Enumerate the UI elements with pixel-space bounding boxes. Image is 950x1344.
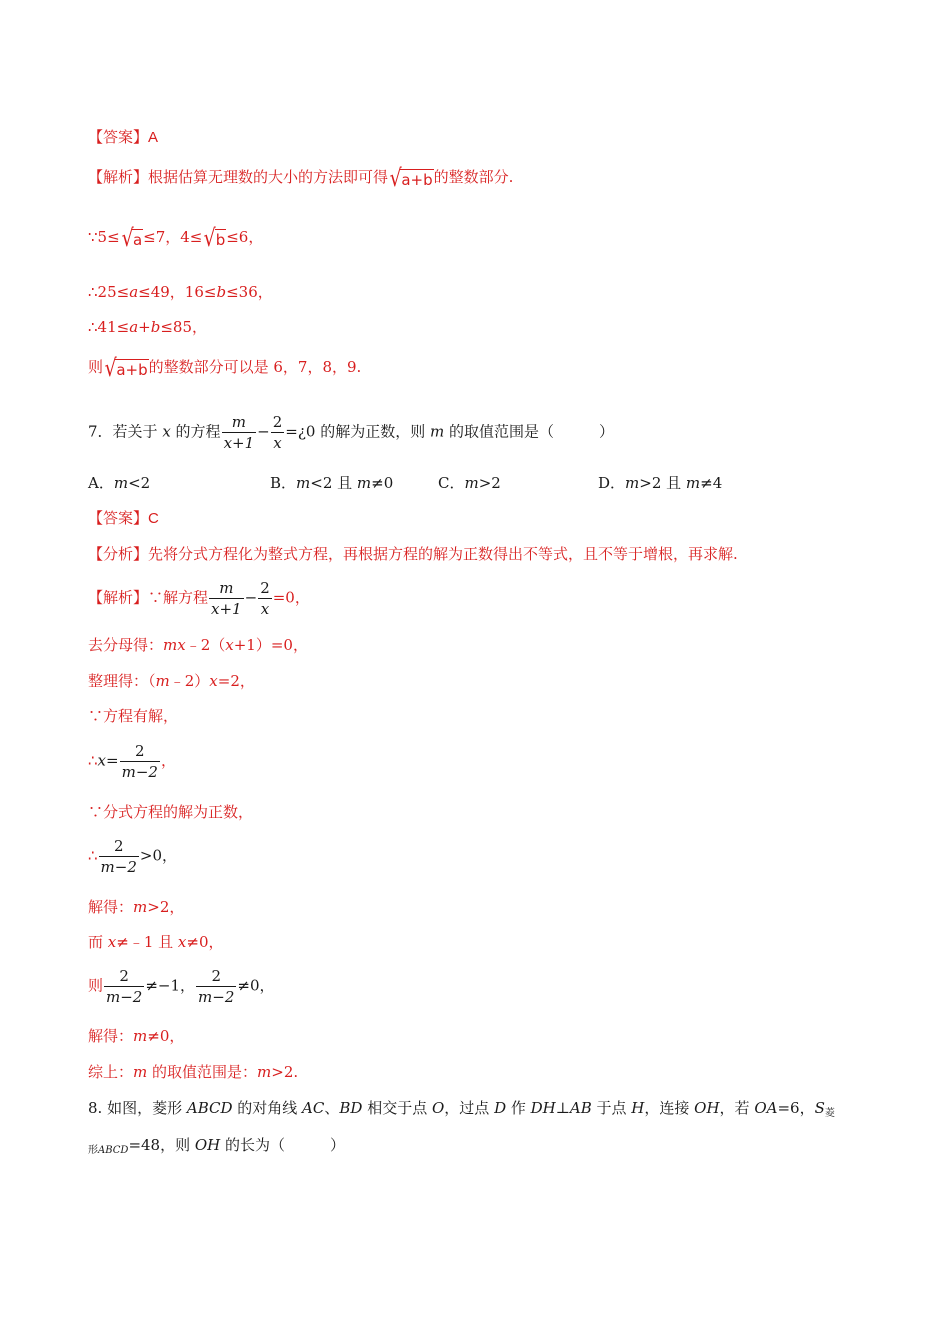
fraction: $\frac{2}{m-2}$ [100,837,137,876]
analysis-brief-7 [88,543,738,565]
step-9 [88,966,275,1007]
analysis-text-a: 根据估算无理数的大小的方法即可得 [148,168,389,186]
question-8-line1: 8. 如图，菱形 ABCD 的对角线 AC、BD 相交于点 O，过点 D 作 DH⊥AB 于点 H，连接 OH，若 OA=6，$S_菱$ [88,1099,835,1119]
var: b [150,318,161,336]
fraction: $\frac{2}{x}$ [272,413,283,452]
analysis-text-b: 的整数部分. [433,168,514,186]
text: =¿0 的解为正数，则 [285,422,430,441]
var: m [429,422,445,441]
text: 的取值范围是： [147,1063,258,1081]
var: x [162,422,171,441]
text: ≠0， [237,976,275,995]
text: 去分母得： [88,636,164,654]
text: 整理得：（ [88,672,156,690]
text: >0， [139,846,178,865]
text: ∵分式方程的解为正数， [88,803,254,821]
sqrt-b: √b [203,224,226,252]
var: m [133,1027,148,1045]
text: ， [160,751,176,770]
var: x [209,672,218,690]
text: ∵方程有解， [88,707,179,725]
text: = [106,751,119,770]
text: 的方程 [170,422,221,441]
analysis-text: 先将分式方程化为整式方程，再根据方程的解为正数得出不等式，且不等于增根，再求解. [148,545,738,563]
fraction: $\frac{m}{x+1}$ [211,579,242,618]
var: x [177,933,187,951]
fraction: $\frac{2}{x}$ [260,579,270,618]
text: ∵解方程 [148,588,209,607]
text: 综上： [88,1063,134,1081]
text: 7．若关于 [88,422,163,441]
step-6b [88,281,273,303]
text: =2， [217,672,255,690]
step-3 [88,705,178,727]
answer-7 [88,507,159,530]
step-6 [88,836,177,877]
analysis-6 [88,166,513,190]
text: 则 [88,358,104,376]
step-11 [88,1061,298,1083]
sqrt-a-plus-b: √a+b [389,164,433,192]
text: +1）=0， [233,636,308,654]
option-b[interactable]: B．m<2 且 m≠0 [270,474,394,492]
text: 的整数部分可以是 6，7，8，9. [148,358,362,376]
text: ≠﹣1 且 [116,933,178,951]
step-6a [88,226,263,250]
text: − [244,588,258,607]
text: >2. [271,1063,299,1081]
step-1 [88,634,308,656]
answer-value: A [148,129,159,146]
var: m [133,1063,148,1081]
var: x [97,751,107,770]
text: =0， [272,588,310,607]
var: m [257,1063,272,1081]
text: 则 [88,976,104,995]
var: a [129,318,139,336]
answer-value: C [148,510,159,527]
analysis-tag: 【解析】 [88,168,149,186]
step-10 [88,1025,184,1047]
text: 而 [88,933,108,951]
text: ≤49，16≤ [138,283,217,301]
text: ≤36， [226,283,273,301]
step-4 [88,741,176,782]
fraction: $\frac{2}{m-2}$ [106,967,143,1006]
var: m [155,672,170,690]
text: 解得： [88,1027,134,1045]
text: 的取值范围是（ ） [444,422,614,441]
fraction: $\frac{2}{m-2}$ [198,967,235,1006]
analysis-7 [88,578,310,619]
analysis-tag: 【分析】 [88,545,149,563]
var: x [107,933,117,951]
text: ≤85， [160,318,207,336]
analysis-tag: 【解析】 [88,588,149,607]
step-8 [88,931,224,953]
answer-tag: 【答案】 [88,509,149,527]
text: + [138,318,151,336]
var: mx [163,636,186,654]
step-6d [88,356,361,380]
text: >2， [147,898,185,916]
text: ﹣2） [169,672,210,690]
fraction: $\frac{m}{x+1}$ [223,413,255,452]
text: ∵5≤ [88,228,120,246]
text: ∴ [88,751,98,770]
question-8-line2: $_{形ABCD}$=48，则 OH 的长为（ ） [88,1136,346,1156]
text: ∴41≤ [88,318,130,336]
text: ≠0， [147,1027,185,1045]
text: ≤6， [226,228,264,246]
text: ﹣2（ [185,636,226,654]
question-7 [88,412,614,453]
text: 解得： [88,898,134,916]
text: ≠0， [186,933,224,951]
option-d[interactable]: D．m>2 且 m≠4 [598,474,723,492]
fraction: $\frac{2}{m-2}$ [121,742,158,781]
var: b [216,283,227,301]
step-2 [88,670,255,692]
step-6c [88,316,207,338]
sqrt-a: √a [121,224,143,252]
option-a[interactable]: A．m<2 [88,474,151,492]
sqrt-a-plus-b: √a+b [104,354,148,382]
text: ≠−1， [145,976,196,995]
option-c[interactable]: C．m>2 [438,474,501,492]
var: a [129,283,139,301]
text: ∴25≤ [88,283,130,301]
text: − [257,422,270,441]
text: ∴ [88,846,98,865]
step-5 [88,801,253,823]
step-7 [88,896,184,918]
answer-6 [88,126,158,149]
var: x [225,636,234,654]
text: ≤7，4≤ [143,228,203,246]
var: m [133,898,148,916]
answer-tag: 【答案】 [88,128,149,146]
